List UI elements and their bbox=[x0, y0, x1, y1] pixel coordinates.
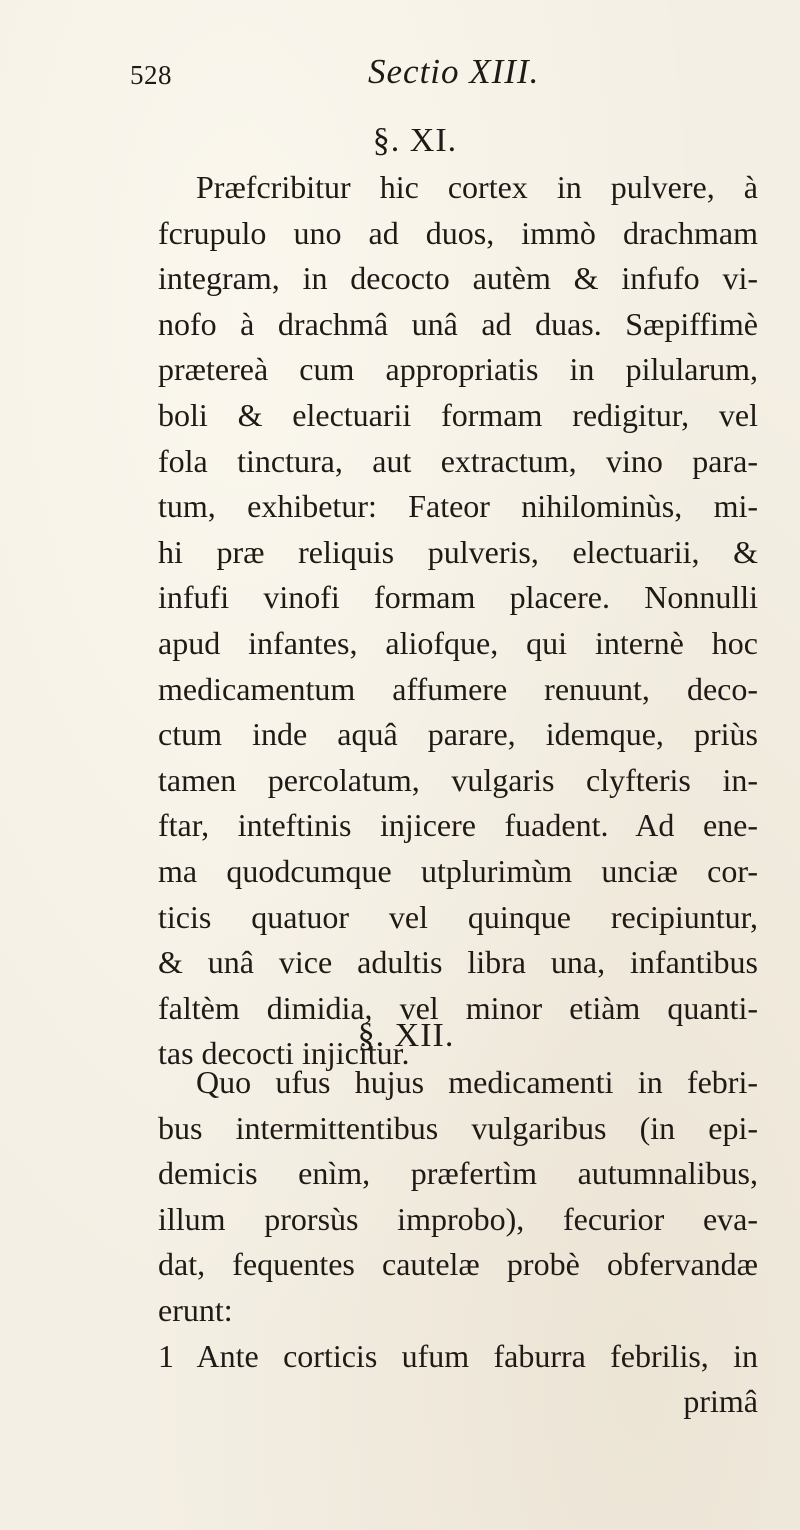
text-line: fola tinctura, aut extractum, vino para- bbox=[158, 442, 758, 479]
text-line: tum, exhibetur: Fateor nihilominùs, mi- bbox=[158, 488, 758, 525]
paragraph-section-xii bbox=[158, 1060, 758, 1425]
text-line: tamen percolatum, vulgaris clyfteris in- bbox=[158, 761, 758, 798]
text-line: medicamentum affumere renuunt, deco- bbox=[158, 670, 758, 707]
section-heading-xi: §. XI. bbox=[372, 122, 458, 159]
text-line: 1 Ante corticis ufum faburra febrilis, in bbox=[158, 1337, 758, 1374]
text-line: Præfcribitur hic cortex in pulvere, à bbox=[196, 169, 758, 205]
text-line: tas decocti injicitur. bbox=[158, 1035, 410, 1072]
text-line: illum prorsùs improbo), fecurior eva- bbox=[158, 1200, 758, 1237]
text-line: demicis enìm, præfertìm autumnalibus, bbox=[158, 1155, 758, 1192]
text-line: erunt: bbox=[158, 1291, 233, 1328]
text-line: faltèm dimidia, vel minor etiàm quanti- bbox=[158, 989, 758, 1026]
text-line: Quo ufus hujus medicamenti in febri- bbox=[196, 1064, 758, 1100]
text-line: infufi vinofi formam placere. Nonnulli bbox=[158, 579, 758, 616]
paragraph-section-xi bbox=[158, 165, 758, 1077]
text-line: ctum inde aquâ parare, idemque, priùs bbox=[158, 716, 758, 753]
text-line: integram, in decocto autèm & infufo vi- bbox=[158, 260, 758, 297]
text-line: prætereà cum appropriatis in pilularum, bbox=[158, 351, 758, 388]
text-line: bus intermittentibus vulgaribus (in epi- bbox=[158, 1109, 758, 1146]
text-line: boli & electuarii formam redigitur, vel bbox=[158, 396, 758, 433]
text-line: hi præ reliquis pulveris, electuarii, & bbox=[158, 533, 758, 570]
text-line: fcrupulo uno ad duos, immò drachmam bbox=[158, 214, 758, 251]
running-head: Sectio XIII. bbox=[368, 52, 540, 91]
section-heading-xii: §. XII. bbox=[357, 1017, 455, 1054]
text-line: & unâ vice adultis libra una, infantibus bbox=[158, 944, 758, 981]
page-number: 528 bbox=[130, 60, 172, 90]
text-line: dat, fequentes cautelæ probè obfervandæ bbox=[158, 1246, 758, 1283]
catchword: primâ bbox=[683, 1383, 758, 1420]
text-line: ticis quatuor vel quinque recipiuntur, bbox=[158, 898, 758, 935]
text-line: nofo à drachmâ unâ ad duas. Sæpiffimè bbox=[158, 305, 758, 342]
page-header bbox=[0, 52, 800, 102]
text-line: apud infantes, aliofque, qui internè hoc bbox=[158, 624, 758, 661]
text-line: ftar, inteftinis injicere fuadent. Ad ene- bbox=[158, 807, 758, 844]
text-line: ma quodcumque utplurimùm unciæ cor- bbox=[158, 852, 758, 889]
